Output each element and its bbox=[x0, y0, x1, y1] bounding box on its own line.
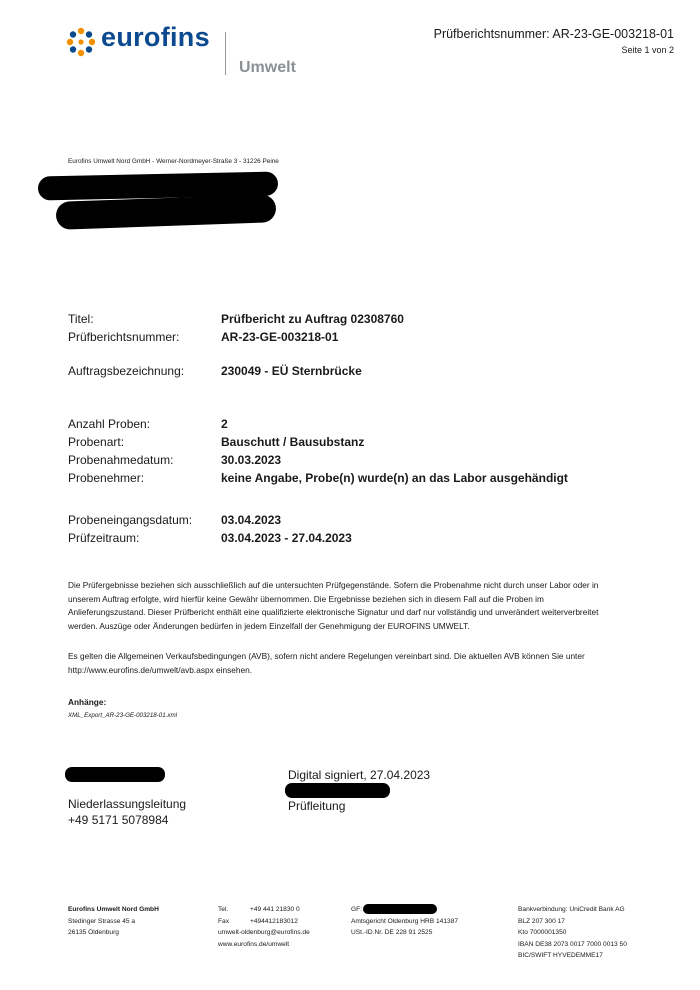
info-row-receipt-date bbox=[68, 513, 668, 529]
eurofins-logo-icon bbox=[66, 27, 96, 57]
disclaimer-line: Die Prüfergebnisse beziehen sich ausschließlich auf die untersuchten Prüfgegenstände. Sofern die Probenahme nicht durch unser Labor oder in bbox=[68, 580, 599, 590]
sampler-label: Probenehmer: bbox=[68, 471, 145, 485]
order-value: 230049 - EÜ Sternbrücke bbox=[221, 364, 362, 378]
redacted-managing-directors bbox=[363, 904, 437, 914]
terms-line: Es gelten die Allgemeinen Verkaufsbedingungen (AVB), sofern nicht andere Regelungen vereinbart sind. Die aktuellen AVB können Sie unter bbox=[68, 651, 585, 661]
left-signatory-phone: +49 5171 5078984 bbox=[68, 813, 169, 827]
info-row-test-period bbox=[68, 531, 668, 547]
logo-divider bbox=[225, 32, 226, 75]
disclaimer-paragraph bbox=[68, 579, 678, 634]
report-number-value: AR-23-GE-003218-01 bbox=[221, 330, 339, 344]
footer-street: Stedinger Strasse 45 a bbox=[68, 917, 136, 925]
attachment-file: XML_Export_AR-23-GE-003218-01.xml bbox=[68, 712, 178, 719]
sampling-date-value: 30.03.2023 bbox=[221, 453, 282, 467]
sampler-value: keine Angabe, Probe(n) wurde(n) an das Labor ausgehändigt bbox=[221, 471, 568, 485]
footer-bank bbox=[518, 904, 627, 962]
title-label: Titel: bbox=[68, 312, 94, 326]
footer-bic: BIC/SWIFT HYVEDEMME17 bbox=[518, 952, 603, 960]
footer-gf-label: GF: bbox=[351, 906, 362, 913]
footer-company bbox=[68, 904, 159, 939]
footer-bank-name: Bankverbindung: UniCredit Bank AG bbox=[518, 906, 625, 913]
attachments-title: Anhänge: bbox=[68, 697, 107, 707]
footer-city: 26135 Oldenburg bbox=[68, 929, 119, 937]
sample-count-label: Anzahl Proben: bbox=[68, 417, 151, 431]
info-row-sampler bbox=[68, 471, 668, 487]
footer-tel-label: Tel. bbox=[218, 906, 229, 913]
page-number: Seite 1 von 2 bbox=[621, 45, 674, 55]
footer-contact-labels bbox=[218, 904, 229, 927]
disclaimer-line: Anlieferungszustand. Dieser Prüfbericht enthält eine qualifizierte elektronische Signatur und darf nur vollständig und unverändert weiterverbreitet bbox=[68, 607, 599, 618]
info-row-sample-count bbox=[68, 417, 668, 433]
test-period-value: 03.04.2023 - 27.04.2023 bbox=[221, 531, 352, 545]
report-number-header: Prüfberichtsnummer: AR-23-GE-003218-01 bbox=[433, 27, 674, 41]
logo-subtitle: Umwelt bbox=[239, 59, 296, 76]
footer-court-register: Amtsgericht Oldenburg HRB 141387 bbox=[351, 917, 459, 925]
right-signatory-role: Prüfleitung bbox=[288, 799, 346, 813]
terms-link[interactable]: http://www.eurofins.de/umwelt/avb.aspx einsehen. bbox=[68, 664, 253, 675]
footer-iban: IBAN DE38 2073 0017 7000 0013 50 bbox=[518, 940, 627, 948]
footer-contact-values bbox=[250, 904, 300, 927]
sampling-date-label: Probenahmedatum: bbox=[68, 453, 174, 467]
info-row-report-number bbox=[68, 330, 668, 346]
order-label: Auftragsbezeichnung: bbox=[68, 364, 185, 378]
footer-fax-label: Fax bbox=[218, 917, 229, 925]
footer-account: Kto 7000001350 bbox=[518, 929, 567, 937]
receipt-date-value: 03.04.2023 bbox=[221, 513, 282, 527]
left-signatory-role: Niederlassungsleitung bbox=[68, 797, 187, 811]
receipt-date-label: Probeneingangsdatum: bbox=[68, 513, 193, 527]
footer-website-link[interactable]: www.eurofins.de/umwelt bbox=[218, 940, 290, 948]
disclaimer-line: unserem Auftrag erfolgte, wird hierfür keine Gewähr übernommen. Die Ergebnisse beziehen sich in diesem Fall auf die Proben im bbox=[68, 593, 544, 604]
sample-count-value: 2 bbox=[221, 417, 228, 431]
sample-type-label: Probenart: bbox=[68, 435, 125, 449]
info-row-sampling-date bbox=[68, 453, 668, 469]
footer-company-name: Eurofins Umwelt Nord GmbH bbox=[68, 906, 159, 913]
test-period-label: Prüfzeitraum: bbox=[68, 531, 140, 545]
digital-signature-note: Digital signiert, 27.04.2023 bbox=[288, 768, 431, 782]
redacted-signatory-right bbox=[285, 783, 390, 798]
footer-vat-id: USt.-ID.Nr. DE 228 91 2525 bbox=[351, 929, 433, 937]
info-row-order bbox=[68, 364, 668, 380]
info-row-title bbox=[68, 312, 668, 328]
terms-paragraph bbox=[68, 650, 678, 677]
sample-type-value: Bauschutt / Bausubstanz bbox=[221, 435, 365, 449]
redacted-recipient-line-2 bbox=[56, 194, 277, 230]
logo-wordmark: eurofins bbox=[101, 22, 210, 52]
footer-fax-value: +494412183012 bbox=[250, 917, 298, 925]
footer-email-link[interactable]: umwelt-oldenburg@eurofins.de bbox=[218, 929, 310, 936]
report-number-label: Prüfberichtsnummer: bbox=[68, 330, 180, 344]
info-row-sample-type bbox=[68, 435, 668, 451]
footer-tel-value: +49 441 21830 0 bbox=[250, 906, 300, 913]
redacted-signatory-left bbox=[65, 767, 165, 782]
footer-contact-online bbox=[218, 927, 310, 950]
disclaimer-line: werden. Auszüge oder Änderungen bedürfen in jedem Einzelfall der Genehmigung der EUROFINS UMWELT. bbox=[68, 621, 470, 632]
title-value: Prüfbericht zu Auftrag 02308760 bbox=[221, 312, 404, 326]
sender-address-line: Eurofins Umwelt Nord GmbH - Werner-Nordmeyer-Straße 3 - 31226 Peine bbox=[68, 158, 279, 165]
footer-blz: BLZ 207 300 17 bbox=[518, 917, 565, 925]
